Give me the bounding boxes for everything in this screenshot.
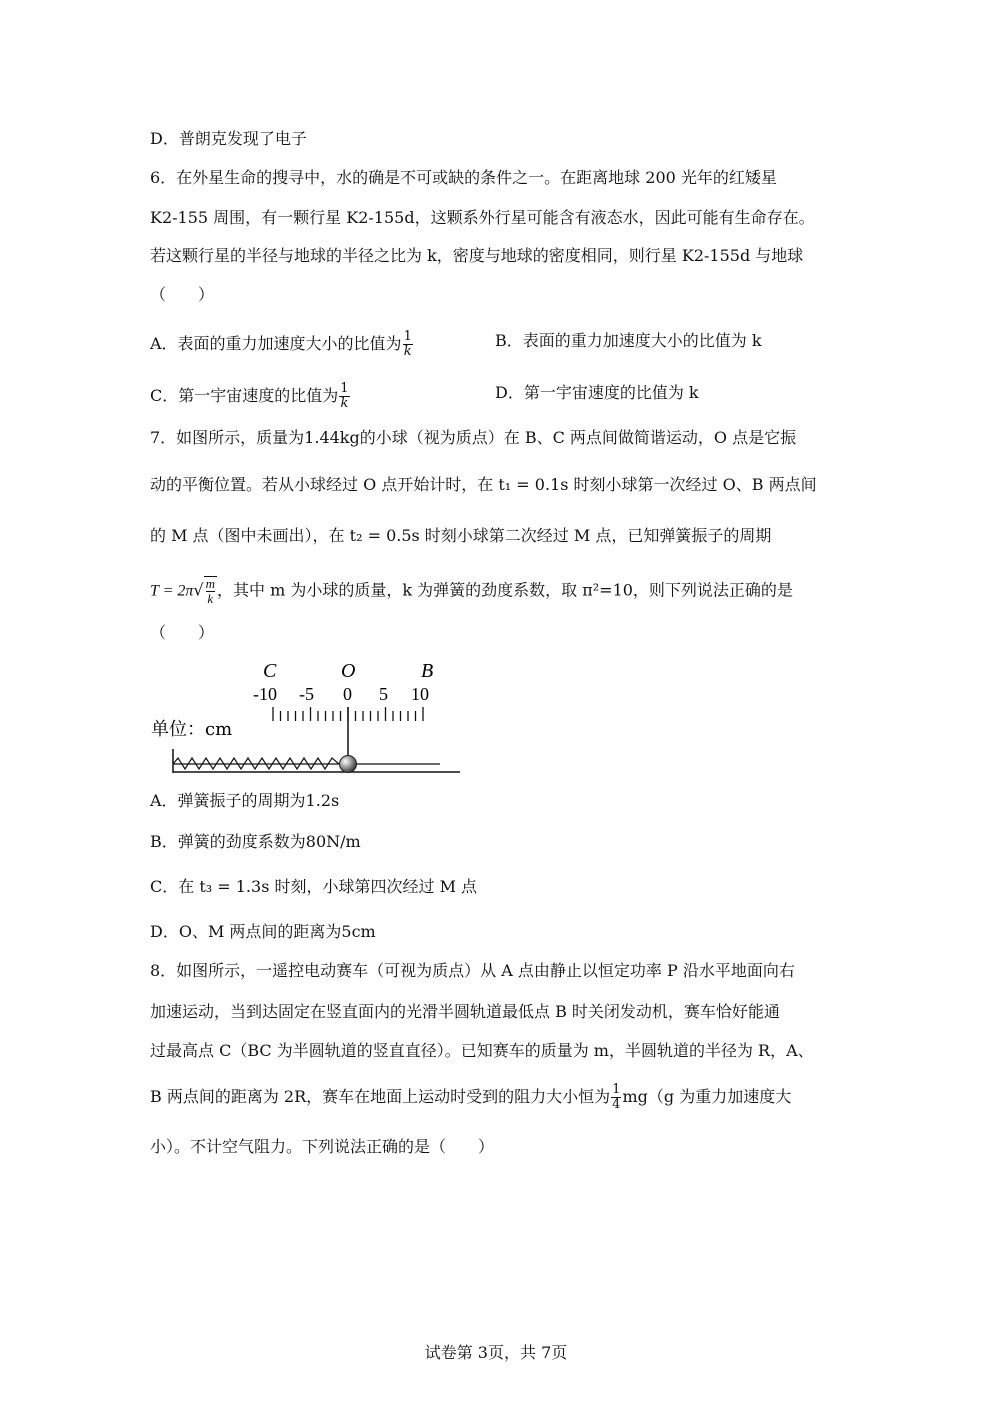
q6-option-b: B．表面的重力加速度大小的比值为 k xyxy=(495,331,762,350)
q7-stem-line4 xyxy=(150,576,793,606)
tick-label-neg10: -10 xyxy=(253,684,277,704)
q6-stem-line1: 6．在外星生命的搜寻中，水的确是不可或缺的条件之一。在距离地球 200 光年的红矮星 xyxy=(150,168,777,187)
q8-stem-line2: 加速运动，当到达固定在竖直面内的光滑半圆轨道最低点 B 时关闭发动机，赛车恰好能通 xyxy=(150,1002,780,1021)
q7-option-d: D．O、M 两点间的距离为5cm xyxy=(150,922,376,941)
q7-answer-paren: （ ） xyxy=(150,623,215,642)
tick-label-0: 0 xyxy=(343,684,352,704)
label-o: O xyxy=(341,660,356,682)
q8-stem-line4-pre: B 两点间的距离为 2R，赛车在地面上运动时受到的阻力大小恒为 xyxy=(150,1087,611,1106)
tick-label-10: 10 xyxy=(411,684,429,704)
q6-stem-line3: 若这颗行星的半径与地球的半径之比为 k，密度与地球的密度相同，则行星 K2-155d 与地球 xyxy=(150,246,804,265)
q6-option-c xyxy=(150,382,351,411)
q8-stem-line4-post: mg（g 为重力加速度大 xyxy=(622,1087,792,1106)
tick-label-5: 5 xyxy=(379,684,388,704)
fraction-numerator: 1 xyxy=(403,329,412,344)
q5-option-d: D．普朗克发现了电子 xyxy=(150,129,307,148)
q6-option-a-text: A．表面的重力加速度大小的比值为 xyxy=(150,334,402,353)
q6-option-c-fraction xyxy=(339,382,349,411)
q8-stem-line4 xyxy=(150,1083,791,1112)
ball xyxy=(340,756,357,773)
unit-label: 单位：cm xyxy=(151,719,233,740)
q6-answer-paren: （ ） xyxy=(150,285,215,304)
q6-option-d: D．第一宇宙速度的比值为 k xyxy=(495,383,699,402)
q6-option-c-text: C．第一宇宙速度的比值为 xyxy=(150,386,339,405)
q6-stem-line2: K2-155 周围，有一颗行星 K2-155d，这颗系外行星可能含有液态水，因此可能有生命存在。 xyxy=(150,208,815,227)
q7-stem-line4-text: ，其中 m 为小球的质量，k 为弹簧的劲度系数，取 π²=10，则下列说法正确的是 xyxy=(217,580,793,600)
sqrt-fraction xyxy=(204,576,217,606)
fraction-denominator: 4 xyxy=(612,1097,621,1112)
q7-stem-line1: 7．如图所示，质量为1.44kg的小球（视为质点）在 B、C 两点间做简谐运动，O 点是它振 xyxy=(150,428,797,447)
q7-option-b: B．弹簧的劲度系数为80N/m xyxy=(150,832,361,851)
q7-stem-line2: 动的平衡位置。若从小球经过 O 点开始计时，在 t₁ = 0.1s 时刻小球第一次经过 O、B 两点间 xyxy=(150,475,817,494)
q7-option-c: C．在 t₃ = 1.3s 时刻，小球第四次经过 M 点 xyxy=(150,877,478,896)
q8-stem-line5: 小）。不计空气阻力。下列说法正确的是（ ） xyxy=(150,1137,495,1156)
q7-stem-line3: 的 M 点（图中未画出），在 t₂ = 0.5s 时刻小球第二次经过 M 点，已知弹簧振子的周期 xyxy=(150,526,772,545)
fraction-denominator: k xyxy=(403,344,412,359)
sqrt-numerator: m xyxy=(205,576,216,591)
fraction-denominator: k xyxy=(340,396,349,411)
fraction-numerator: 1 xyxy=(340,381,349,396)
period-formula-prefix: T = 2π xyxy=(150,582,194,600)
label-c: C xyxy=(263,660,277,682)
sqrt-denominator: k xyxy=(207,591,214,606)
q8-stem-line1: 8．如图所示，一遥控电动赛车（可视为质点）从 A 点由静止以恒定功率 P 沿水平地面向右 xyxy=(150,961,795,980)
page-footer: 试卷第 3页，共 7页 xyxy=(424,1343,568,1362)
q6-option-a-fraction xyxy=(403,330,413,359)
tick-label-neg5: -5 xyxy=(299,684,314,704)
spring-oscillator-figure xyxy=(145,655,465,775)
sqrt-sign: √ xyxy=(193,580,204,600)
fraction-numerator: 1 xyxy=(612,1082,621,1097)
q8-resistance-fraction xyxy=(611,1083,621,1112)
q7-option-a: A．弹簧振子的周期为1.2s xyxy=(150,791,340,810)
q8-stem-line3: 过最高点 C（BC 为半圆轨道的竖直直径）。已知赛车的质量为 m，半圆轨道的半径为 R，A、 xyxy=(150,1041,814,1060)
label-b: B xyxy=(421,660,434,682)
q6-option-a xyxy=(150,330,414,359)
